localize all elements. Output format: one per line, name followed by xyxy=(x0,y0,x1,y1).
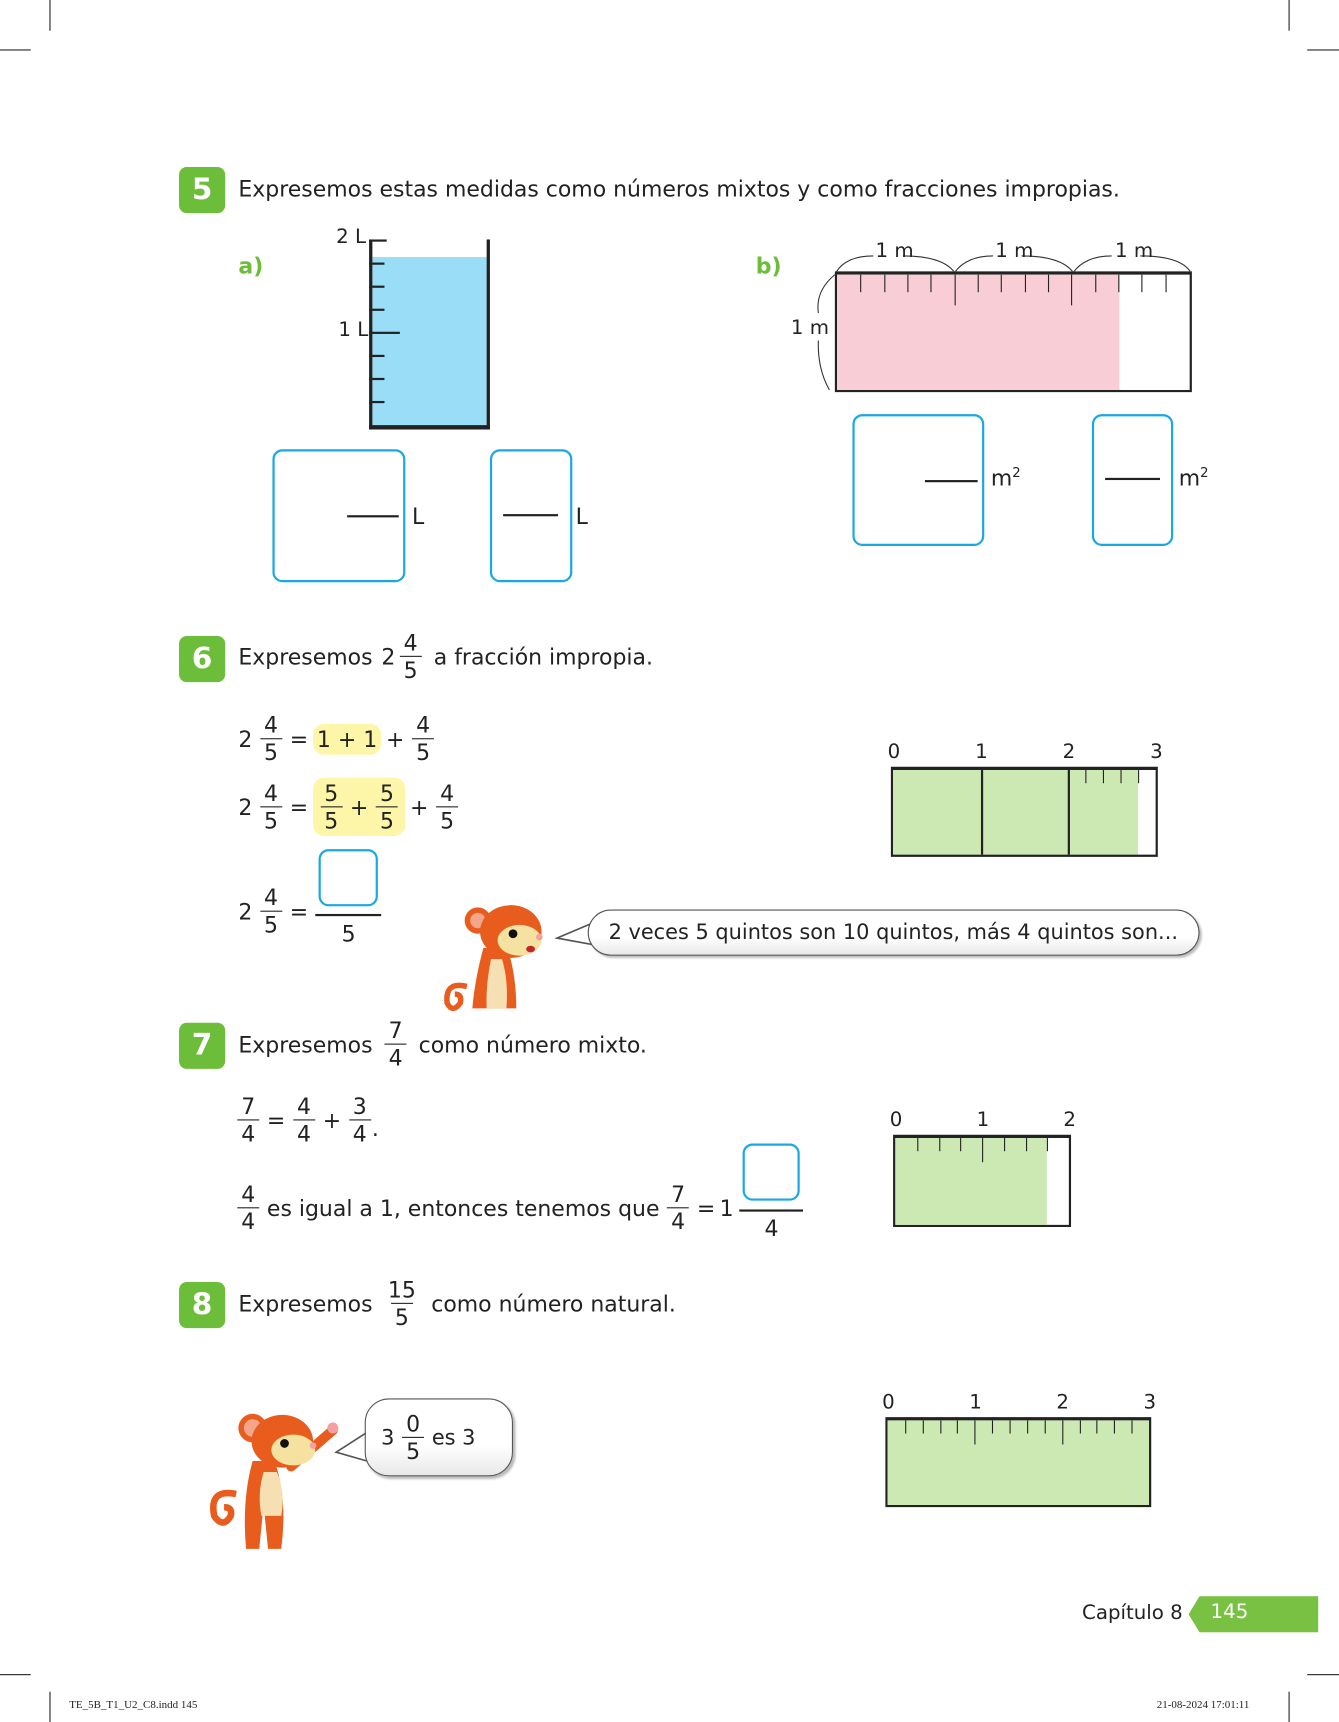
scale-tick xyxy=(369,332,400,334)
crop-mark xyxy=(1289,0,1290,31)
fraction-line xyxy=(1105,478,1160,480)
exercise-number-badge: 5 xyxy=(179,167,225,213)
tick-label: 0 xyxy=(889,1108,903,1132)
bar-tick xyxy=(957,1420,958,1433)
tick-label: 0 xyxy=(882,1390,895,1414)
fraction-line xyxy=(347,515,399,517)
ruler-tick xyxy=(1095,275,1096,293)
bar-tick xyxy=(1114,1420,1115,1433)
crop-mark xyxy=(1307,49,1339,50)
bar-tick xyxy=(975,1420,976,1444)
ruler-tick xyxy=(954,275,955,306)
bar-fill xyxy=(888,1420,1149,1505)
ruler-tick xyxy=(1025,275,1026,293)
scale-tick xyxy=(369,263,384,265)
bar-tick xyxy=(1044,1420,1045,1433)
monkey-mascot-illustration xyxy=(434,899,555,1013)
bar-tick xyxy=(1025,1138,1026,1151)
fraction-line xyxy=(503,514,558,516)
fraction-line xyxy=(739,1209,803,1211)
bar-tick xyxy=(1138,770,1139,783)
width-label: 1 m xyxy=(875,239,914,263)
ruler-tick xyxy=(860,275,861,293)
bar-tick xyxy=(1132,1420,1133,1433)
unit-divider xyxy=(1068,770,1070,855)
tick-label: 3 xyxy=(1143,1390,1157,1414)
scale-tick xyxy=(369,286,384,288)
scale-tick xyxy=(369,401,384,403)
fraction-line xyxy=(925,480,978,482)
equation-row-3: 2 $\frac{4}{5}$ = xyxy=(238,884,309,939)
tick-label: 2 xyxy=(1062,740,1076,764)
numerator-answer-box[interactable] xyxy=(319,849,378,906)
exercise-number-badge: 6 xyxy=(179,636,225,682)
exercise-title: Expresemos 2 $\frac{4}{5}$ a fracción impropia. xyxy=(238,629,653,684)
numerator-answer-box[interactable] xyxy=(743,1144,800,1201)
crop-mark xyxy=(0,1674,31,1675)
exercise-number-badge: 7 xyxy=(179,1023,225,1069)
bar-tick xyxy=(1062,1420,1063,1444)
number-line-bar xyxy=(889,1108,1076,1227)
equation-row-2: $\frac{4}{4}$ es igual a 1, entonces tenemos que $\frac{7}{4}$ = 1 xyxy=(234,1181,734,1235)
scale-tick xyxy=(369,355,384,357)
bar-tick xyxy=(905,1420,906,1433)
tick-label: 2 xyxy=(1056,1390,1069,1414)
scale-label-2l: 2 L xyxy=(336,225,367,249)
slug-date: 21-08-2024 17:01:11 xyxy=(1156,1699,1250,1712)
page-number: 145 xyxy=(1210,1600,1249,1624)
exercise-title: Expresemos estas medidas como números mixtos y como fracciones impropias. xyxy=(238,175,1120,203)
highlight: 1 + 1 xyxy=(313,723,382,754)
scale-tick xyxy=(369,239,387,241)
ruler-tick xyxy=(931,275,932,293)
bar xyxy=(891,767,1158,857)
bar-tick xyxy=(1097,1420,1098,1433)
part-b-label: b) xyxy=(755,252,782,280)
bar xyxy=(893,1135,1071,1227)
ruler-tick xyxy=(1142,275,1143,293)
number-line-bar xyxy=(887,740,1163,857)
page-number-tab xyxy=(1189,1596,1321,1632)
bar-tick xyxy=(1121,770,1122,783)
ruler-tick xyxy=(1048,275,1049,293)
scale-label-1l: 1 L xyxy=(338,318,369,342)
bar-tick xyxy=(939,1138,940,1151)
bar-fill xyxy=(893,770,1138,855)
monkey-mascot-illustration xyxy=(203,1406,346,1560)
bar-tick xyxy=(1047,1138,1048,1151)
tick-label: 3 xyxy=(1150,740,1163,764)
width-label: 1 m xyxy=(1114,239,1154,263)
equation-row-1: $\frac{7}{4}$ = $\frac{4}{4}$ + $\frac{3}{4}$ . xyxy=(234,1093,379,1147)
tick-label: 1 xyxy=(969,1390,982,1414)
scale-tick xyxy=(369,378,384,380)
ruler-tick xyxy=(907,275,908,293)
unit-divider xyxy=(981,770,983,855)
ruler-tick xyxy=(1165,275,1166,293)
number-line-bar xyxy=(882,1390,1157,1507)
unit-label: $m^2$ xyxy=(990,464,1021,492)
ruler-tick xyxy=(978,275,979,293)
bar-tick xyxy=(1004,1138,1005,1151)
chapter-label: Capítulo 8 xyxy=(1082,1601,1183,1625)
tick-label: 1 xyxy=(975,740,988,764)
slug-filename: TE_5B_T1_U2_C8.indd 145 xyxy=(69,1699,198,1712)
crop-mark xyxy=(0,49,31,50)
bar-tick xyxy=(917,1138,918,1151)
ruler-tick xyxy=(1118,275,1119,293)
highlight: $\frac{5}{5}$ + $\frac{5}{5}$ xyxy=(313,778,406,836)
equation-row-1: 2 $\frac{4}{5}$ = 1 + 1 + $\frac{4}{5}$ xyxy=(238,712,437,766)
beaker xyxy=(369,237,490,429)
part-a-label: a) xyxy=(238,252,264,280)
unit-label: L xyxy=(411,503,425,530)
crop-mark xyxy=(49,0,50,31)
tick-label: 1 xyxy=(976,1108,990,1132)
ruler-tick xyxy=(1071,275,1072,306)
crop-mark xyxy=(49,1692,50,1722)
bar-tick xyxy=(960,1138,961,1151)
bar-tick xyxy=(982,1138,983,1162)
crop-mark xyxy=(1289,1692,1290,1722)
exercise-title: Expresemos $\frac{7}{4}$ como número mixto. xyxy=(238,1017,647,1072)
exercise-title: Expresemos $\frac{15}{5}$ como número natural. xyxy=(238,1276,676,1331)
speech-bubble: 3 $\frac{0}{5}$ es 3 xyxy=(365,1398,513,1476)
denominator: 4 xyxy=(764,1214,779,1242)
equation-row-2: 2 $\frac{4}{5}$ = $\frac{5}{5}$ + $\frac{5}{5}$ + $\frac{4}{5}$ xyxy=(238,778,461,836)
speech-bubble: 2 veces 5 quintos son 10 quintos, más 4 quintos son... xyxy=(588,910,1200,956)
unit-label: L xyxy=(575,503,588,530)
ruler-tick xyxy=(1001,275,1002,293)
tick-label: 0 xyxy=(887,740,901,764)
scale-tick xyxy=(369,309,384,311)
area-rectangle xyxy=(835,271,1192,392)
bar-tick xyxy=(1010,1420,1011,1433)
water-fill xyxy=(372,257,486,426)
unit-label: $m^2$ xyxy=(1178,464,1209,492)
bar-tick xyxy=(940,1420,941,1433)
ruler-tick xyxy=(884,275,885,293)
bar-tick xyxy=(922,1420,923,1433)
bar-tick xyxy=(1086,770,1087,783)
fraction-line xyxy=(315,914,381,916)
width-label: 1 m xyxy=(995,239,1034,263)
tick-label: 2 xyxy=(1063,1108,1076,1132)
crop-mark xyxy=(1307,1674,1339,1675)
denominator: 5 xyxy=(341,920,356,947)
bar-tick xyxy=(992,1420,993,1433)
bar-tick xyxy=(1103,770,1104,783)
bar-tick xyxy=(1027,1420,1028,1433)
exercise-number-badge: 8 xyxy=(179,1282,225,1328)
height-label: 1 m xyxy=(790,316,830,340)
bar xyxy=(885,1417,1151,1507)
bar-tick xyxy=(1079,1420,1080,1433)
